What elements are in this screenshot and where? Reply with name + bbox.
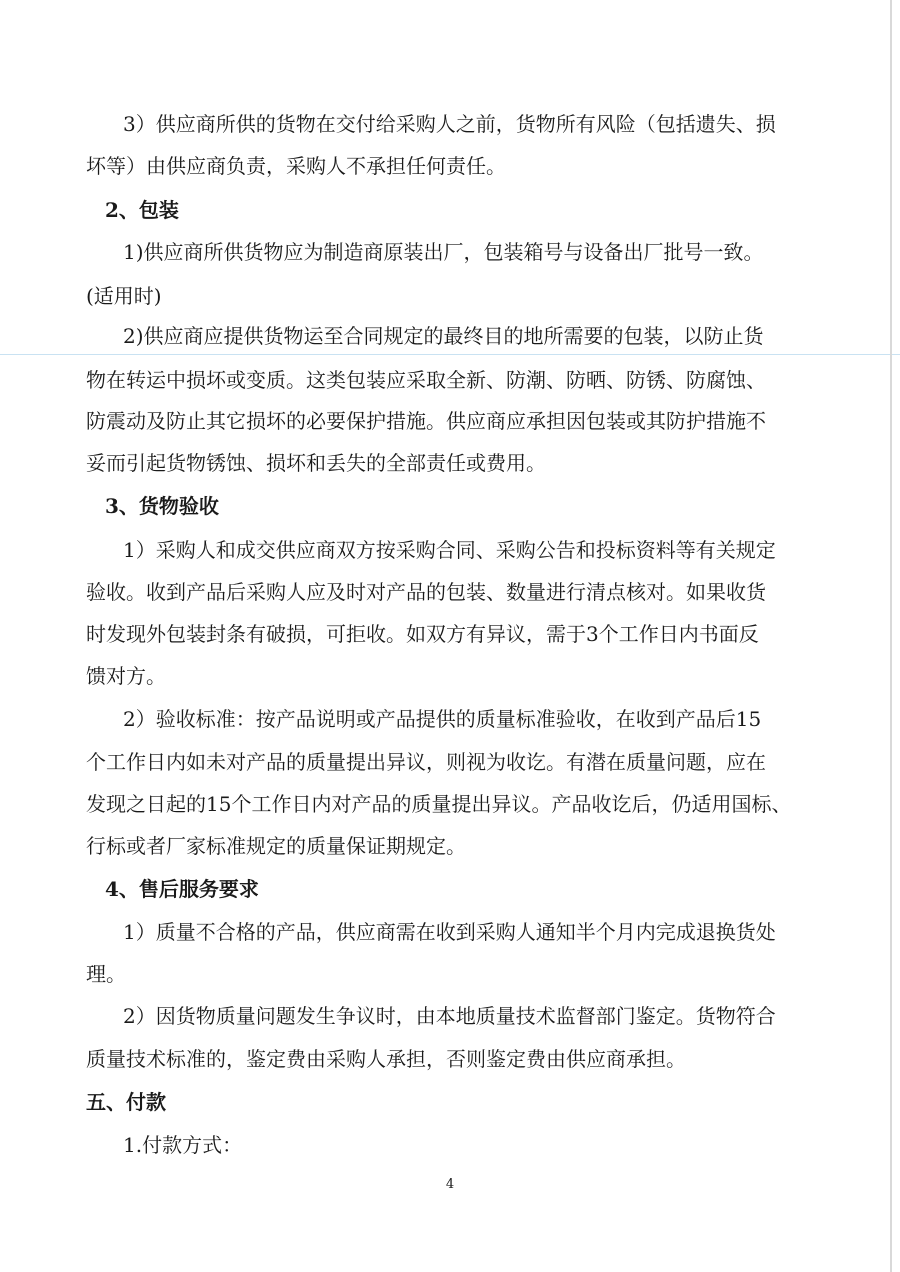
paragraph-line: 2)供应商应提供货物运至合同规定的最终目的地所需要的包装，以防止货 <box>123 324 764 348</box>
paragraph-line: 时发现外包装封条有破损，可拒收。如双方有异议，需于3个工作日内书面反 <box>86 622 759 646</box>
section-heading: 4、售后服务要求 <box>105 877 259 901</box>
paragraph-line: 3）供应商所供的货物在交付给采购人之前，货物所有风险（包括遗失、损 <box>123 112 776 136</box>
paragraph-line: 1)供应商所供货物应为制造商原装出厂，包装箱号与设备出厂批号一致。 <box>123 240 764 264</box>
page-number: 4 <box>445 1177 455 1192</box>
paragraph-line: 验收。收到产品后采购人应及时对产品的包装、数量进行清点核对。如果收货 <box>86 580 766 604</box>
scan-artifact-line <box>0 354 900 355</box>
paragraph-line: 妥而引起货物锈蚀、损坏和丢失的全部责任或费用。 <box>86 451 546 475</box>
paragraph-line: 1）质量不合格的产品，供应商需在收到采购人通知半个月内完成退换货处 <box>123 920 776 944</box>
paragraph-line: 1）采购人和成交供应商双方按采购合同、采购公告和投标资料等有关规定 <box>123 538 776 562</box>
paragraph-line: 防震动及防止其它损坏的必要保护措施。供应商应承担因包装或其防护措施不 <box>86 409 766 433</box>
paragraph-line: 质量技术标准的，鉴定费由采购人承担，否则鉴定费由供应商承担。 <box>86 1047 686 1071</box>
section-heading: 2、包装 <box>105 198 179 222</box>
paragraph-line: 2）验收标准：按产品说明或产品提供的质量标准验收，在收到产品后15 <box>123 707 762 731</box>
paragraph-line: 理。 <box>86 962 126 986</box>
paragraph-line: 2）因货物质量问题发生争议时，由本地质量技术监督部门鉴定。货物符合 <box>123 1004 776 1028</box>
paragraph-line: 1.付款方式： <box>123 1133 243 1157</box>
section-heading: 3、货物验收 <box>105 494 219 518</box>
paragraph-line: 坏等）由供应商负责，采购人不承担任何责任。 <box>86 154 506 178</box>
paragraph-line: (适用时) <box>86 284 162 308</box>
paragraph-line: 馈对方。 <box>86 664 166 688</box>
paragraph-line: 行标或者厂家标准规定的质量保证期规定。 <box>86 834 466 858</box>
paragraph-line: 发现之日起的15个工作日内对产品的质量提出异议。产品收讫后，仍适用国标、 <box>86 792 792 816</box>
chapter-heading: 五、付款 <box>86 1090 166 1114</box>
paragraph-line: 个工作日内如未对产品的质量提出异议，则视为收讫。有潜在质量问题，应在 <box>86 750 766 774</box>
paragraph-line: 物在转运中损坏或变质。这类包装应采取全新、防潮、防晒、防锈、防腐蚀、 <box>86 368 766 392</box>
